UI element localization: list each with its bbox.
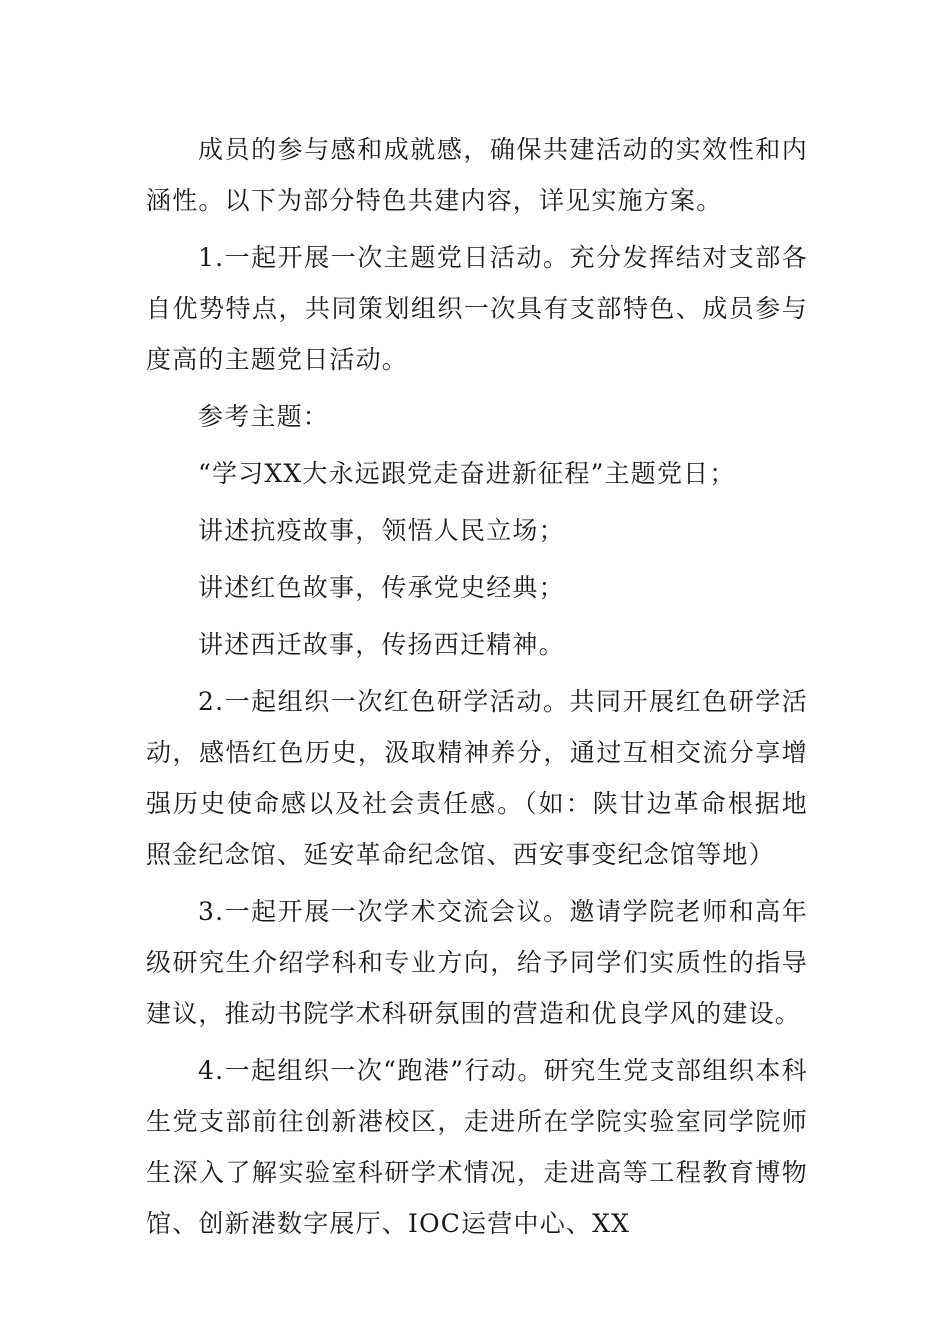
document-body bbox=[146, 124, 808, 1249]
paragraph-topic-4: 讲述西迁故事，传扬西迁精神。 bbox=[198, 630, 565, 659]
paragraph-item-1: 1.一起开展一次主题党日活动。充分发挥结对支部各自优势特点，共同策划组织一次具有支部特色、成员参与度高的主题党日活动。 bbox=[146, 243, 808, 374]
paragraph-reference-topics-heading: 参考主题： bbox=[198, 402, 330, 431]
paragraph-item-2: 2.一起组织一次红色研学活动。共同开展红色研学活动，感悟红色历史，汲取精神养分，通过互相交流分享增强历史使命感以及社会责任感。（如：陕甘边革命根据地照金纪念馆、延安革命纪念馆、西安事变纪念馆等地） bbox=[146, 687, 808, 869]
paragraph-topic-2: 讲述抗疫故事，领悟人民立场； bbox=[198, 516, 565, 545]
paragraph-topic-3: 讲述红色故事，传承党史经典； bbox=[198, 573, 565, 602]
paragraph-item-4: 4.一起组织一次“跑港”行动。研究生党支部组织本科生党支部前往创新港校区，走进所在学院实验室同学院师生深入了解实验室科研学术情况，走进高等工程教育博物馆、创新港数字展厅、IOC运营中心、XX bbox=[146, 1056, 808, 1238]
paragraph-topic-1: “学习XX大永远跟党走奋进新征程”主题党日； bbox=[198, 459, 736, 488]
paragraph-item-3: 3.一起开展一次学术交流会议。邀请学院老师和高年级研究生介绍学科和专业方向，给予同学们实质性的指导建议，推动书院学术科研氛围的营造和优良学风的建设。 bbox=[146, 897, 808, 1028]
paragraph-continuation: 成员的参与感和成就感，确保共建活动的实效性和内涵性。以下为部分特色共建内容，详见实施方案。 bbox=[146, 135, 808, 215]
